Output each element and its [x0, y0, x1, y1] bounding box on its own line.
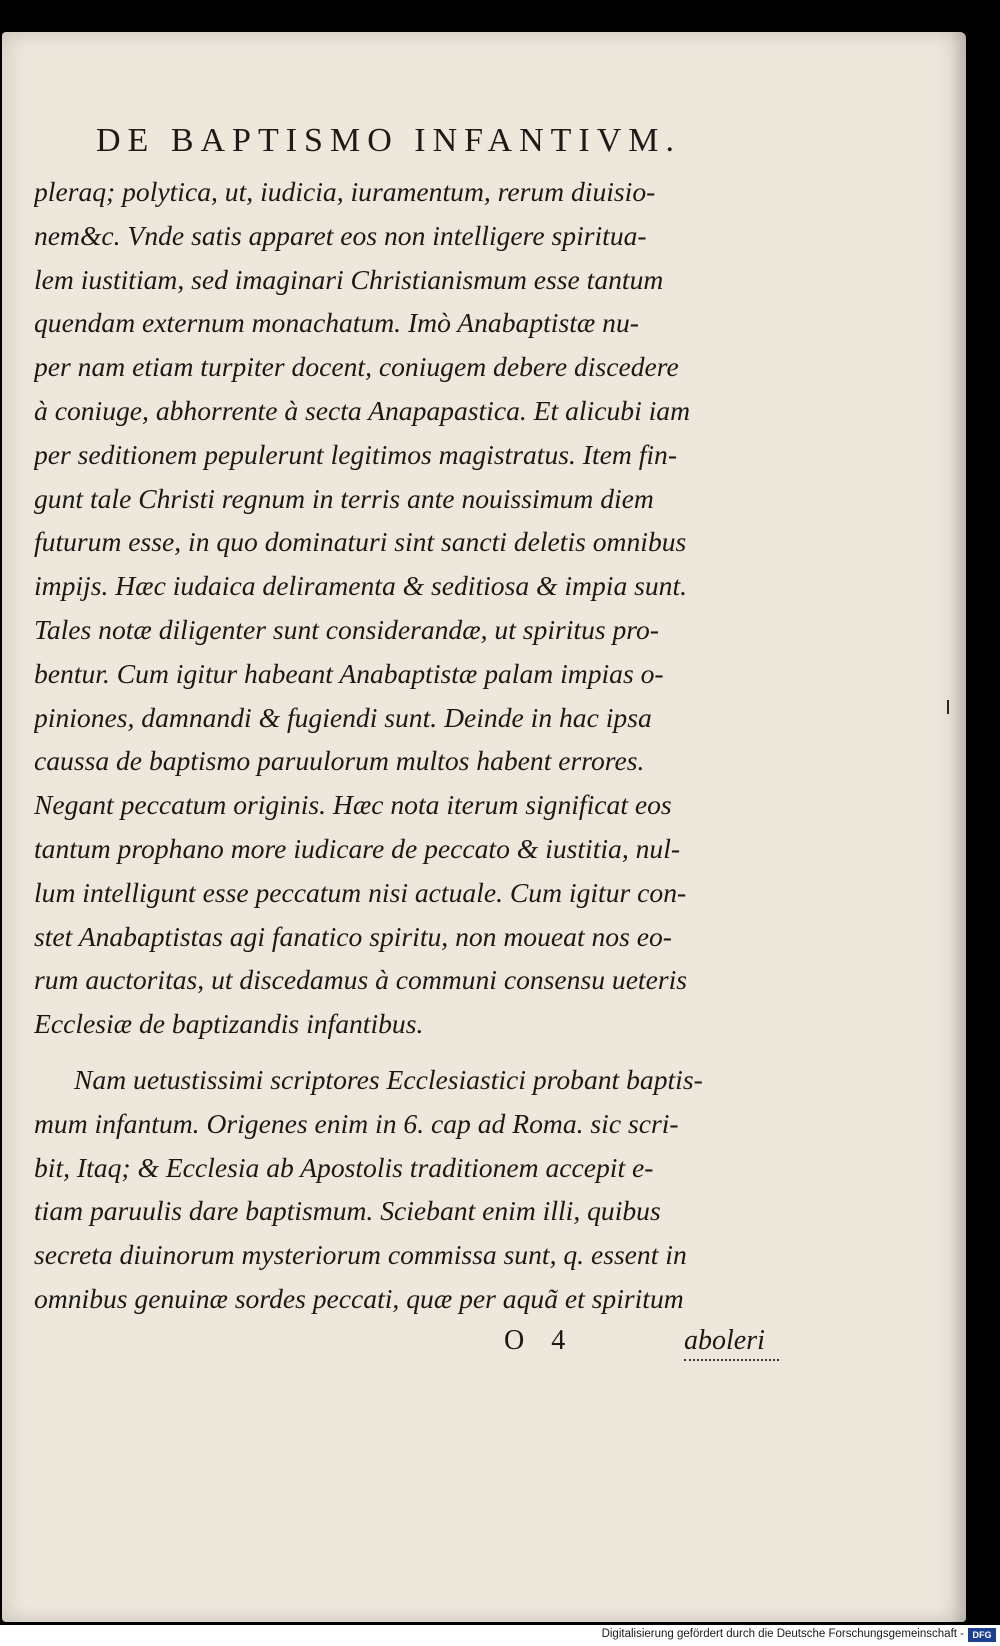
credit-text: Digitalisierung gefördert durch die Deutsche Forschungsgemeinschaft - [601, 1628, 964, 1640]
page-edge-shadow [950, 32, 966, 1622]
running-head: DE BAPTISMO INFANTIVM. [96, 122, 681, 159]
text-line: quendam externum monachatum. Imò Anabaptistæ nu- [34, 307, 639, 339]
text-line: stet Anabaptistas agi fanatico spiritu, non moueat nos eo- [34, 920, 672, 952]
text-line: impijs. Hæc iudaica deliramenta & seditiosa & impia sunt. [34, 570, 688, 602]
text-line: Nam uetustissimi scriptores Ecclesiastici probant baptis- [74, 1063, 703, 1095]
text-line: per nam etiam turpiter docent, coniugem debere discedere [34, 351, 679, 383]
text-line: Ecclesiæ de baptizandis infantibus. [34, 1008, 424, 1040]
text-line: bentur. Cum igitur habeant Anabaptistæ palam impias o- [34, 657, 664, 689]
text-line: per seditionem pepulerunt legitimos magistratus. Item fin- [34, 438, 678, 470]
text-line: gunt tale Christi regnum in terris ante nouissimum diem [34, 482, 654, 514]
book-page [2, 32, 966, 1622]
text-line: tiam paruulis dare baptismum. Sciebant enim illi, quibus [34, 1195, 661, 1227]
text-line: mum infantum. Origenes enim in 6. cap ad Roma. sic scri- [34, 1107, 679, 1139]
text-line: à coniuge, abhorrente à secta Anapapastica. Et alicubi iam [34, 394, 691, 426]
text-line: piniones, damnandi & fugiendi sunt. Deinde in hac ipsa [34, 701, 652, 733]
text-line: caussa de baptismo paruulorum multos habent errores. [34, 745, 645, 777]
page-footer [34, 1321, 794, 1365]
catchword: aboleri [684, 1324, 765, 1356]
text-line: omnibus genuinæ sordes peccati, quæ per aquã et spiritum [34, 1282, 684, 1314]
text-line: rum auctoritas, ut discedamus à communi consensu ueteris [34, 964, 687, 996]
signature-mark: O 4 [504, 1324, 576, 1356]
body-text [34, 170, 794, 1321]
text-line: nem&c. Vnde satis apparet eos non intelligere spiritua- [34, 219, 647, 251]
text-line: futurum esse, in quo dominaturi sint sancti deletis omnibus [34, 526, 687, 558]
text-line: Negant peccatum originis. Hæc nota iterum significat eos [34, 789, 672, 821]
text-line: secreta diuinorum mysteriorum commissa sunt, q. essent in [34, 1239, 687, 1271]
text-line: lum intelligunt esse peccatum nisi actuale. Cum igitur con- [34, 876, 687, 908]
text-line: pleraq; polytica, ut, iudicia, iuramentum, rerum diuisio- [34, 176, 656, 207]
page-content [34, 122, 794, 1365]
text-line: bit, Itaq; & Ecclesia ab Apostolis traditionem accepit e- [34, 1151, 654, 1183]
dfg-logo-icon: DFG [968, 1628, 996, 1642]
margin-mark [947, 700, 949, 714]
text-line: lem iustitiam, sed imaginari Christianismum esse tantum [34, 263, 664, 295]
credit-bar [0, 1625, 1000, 1646]
catchword-underline [684, 1359, 779, 1361]
paragraph-gap [34, 1046, 794, 1058]
text-line: tantum prophano more iudicare de peccato & iustitia, nul- [34, 832, 681, 864]
text-line: Tales notæ diligenter sunt considerandæ, ut spiritus pro- [34, 613, 659, 645]
